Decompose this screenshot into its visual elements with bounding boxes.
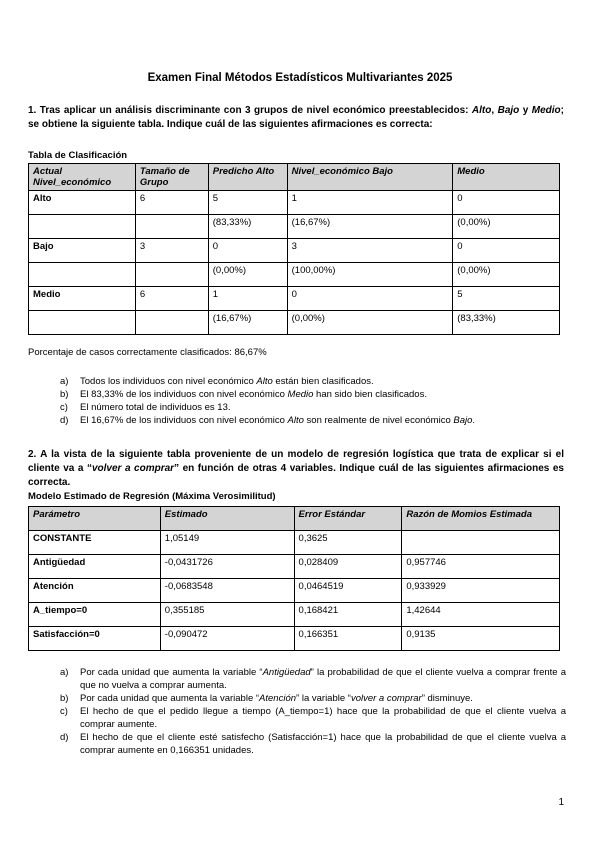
table-cell: (83,33%) bbox=[208, 215, 287, 239]
table-row bbox=[29, 531, 560, 555]
table-cell: 0 bbox=[453, 239, 560, 263]
table-cell: 0,957746 bbox=[402, 555, 560, 579]
table-row bbox=[29, 287, 560, 311]
table-header-row bbox=[29, 507, 560, 531]
table-cell: 1 bbox=[287, 191, 453, 215]
table-row bbox=[29, 263, 560, 287]
question-1-option-d: d) El 16,67% de los individuos con nivel económico Alto son realmente de nivel económico Bajo. bbox=[60, 415, 476, 426]
table-cell: 0,028409 bbox=[294, 555, 402, 579]
table-cell bbox=[29, 311, 136, 335]
table-cell: 6 bbox=[135, 191, 208, 215]
table-cell: 0,168421 bbox=[294, 603, 402, 627]
table-cell: (100,00%) bbox=[287, 263, 453, 287]
question-1-option-c: c) El número total de individuos es 13. bbox=[60, 402, 231, 413]
table-cell: 5 bbox=[208, 191, 287, 215]
header-actual: Actual Nivel_económico bbox=[29, 164, 136, 191]
question-1-options bbox=[60, 375, 566, 427]
question-2-option-c: c) El hecho de que el pedido llegue a tiempo (A_tiempo=1) hace que la probabilidad de que el cliente vuelva a comprar aumente. bbox=[60, 706, 566, 730]
group-medio: Medio bbox=[531, 105, 561, 116]
table-cell: 5 bbox=[453, 287, 560, 311]
question-2-option-a: a) Por cada unidad que aumenta la variable “Antigüedad” la probabilidad de que el cliente vuelva a comprar frente a que no vuelva a comprar aumenta. bbox=[60, 667, 566, 691]
question-1-option-a: a) Todos los individuos con nivel económico Alto están bien clasificados. bbox=[60, 376, 374, 387]
header-parametro: Parámetro bbox=[29, 507, 161, 531]
group-bajo: Bajo bbox=[497, 105, 520, 116]
table-cell bbox=[29, 263, 136, 287]
header-estimado: Estimado bbox=[160, 507, 294, 531]
header-bajo: Nivel_económico Bajo bbox=[287, 164, 453, 191]
table-cell: (16,67%) bbox=[208, 311, 287, 335]
table-row bbox=[29, 311, 560, 335]
question-2-text: A la vista de la siguiente tabla proveniente de un modelo de regresión logística que trata de explicar si el cliente va a “ bbox=[28, 449, 564, 474]
table-cell: 0,3625 bbox=[294, 531, 402, 555]
table-cell bbox=[135, 263, 208, 287]
table-cell: A_tiempo=0 bbox=[29, 603, 161, 627]
header-medio: Medio bbox=[453, 164, 560, 191]
table-cell: -0,0683548 bbox=[160, 579, 294, 603]
table-cell: 0 bbox=[208, 239, 287, 263]
header-razon-momios: Razón de Momios Estimada bbox=[402, 507, 560, 531]
table-cell: Alto bbox=[29, 191, 136, 215]
question-1-option-b: b) El 83,33% de los individuos con nivel económico Medio han sido bien clasificados. bbox=[60, 389, 427, 400]
regression-table-title: Modelo Estimado de Regresión (Máxima Verosimilitud) bbox=[28, 491, 276, 502]
table-row bbox=[29, 239, 560, 263]
table-cell: 0,355185 bbox=[160, 603, 294, 627]
table-cell: 0,933929 bbox=[402, 579, 560, 603]
table-cell bbox=[135, 311, 208, 335]
table-cell: (83,33%) bbox=[453, 311, 560, 335]
table-cell: 0,0464519 bbox=[294, 579, 402, 603]
table-cell: 3 bbox=[135, 239, 208, 263]
question-1-number: 1. bbox=[28, 105, 37, 116]
question-2-option-d: d) El hecho de que el cliente esté satisfecho (Satisfacción=1) hace que la probabilidad de que el cliente vuelva a comprar aumente en 0,166351 unidades. bbox=[60, 732, 566, 756]
table-cell: 1,05149 bbox=[160, 531, 294, 555]
classification-table-title: Tabla de Clasificación bbox=[28, 150, 128, 161]
table-cell: (0,00%) bbox=[208, 263, 287, 287]
table-cell: 0,9135 bbox=[402, 627, 560, 651]
document-title: Examen Final Métodos Estadísticos Multivariantes 2025 bbox=[147, 72, 453, 84]
question-1: 1. Tras aplicar un análisis discriminante con 3 grupos de nivel económico preestablecidos: Alto, Bajo y Medio; se obtiene la siguiente tabla. Indique cuál de las siguientes afirmaciones es correcta: bbox=[28, 105, 564, 130]
table-cell: Medio bbox=[29, 287, 136, 311]
table-cell: (0,00%) bbox=[453, 215, 560, 239]
classification-note: Porcentaje de casos correctamente clasificados: 86,67% bbox=[28, 347, 267, 358]
question-2-options bbox=[60, 666, 566, 757]
table-cell bbox=[29, 215, 136, 239]
header-predicted-alto: Predicho Alto bbox=[208, 164, 287, 191]
question-2: 2. A la vista de la siguiente tabla proveniente de un modelo de regresión logística que trata de explicar si el cliente va a “volver a comprar” en función de otras 4 variables. Indique cuál de las siguientes afirmaciones es correcta. bbox=[28, 449, 564, 488]
table-row bbox=[29, 215, 560, 239]
table-row bbox=[29, 603, 560, 627]
table-cell: -0,0431726 bbox=[160, 555, 294, 579]
table-cell: 0 bbox=[287, 287, 453, 311]
table-cell: 1 bbox=[208, 287, 287, 311]
table-cell: 0 bbox=[453, 191, 560, 215]
group-alto: Alto bbox=[471, 105, 492, 116]
table-cell: Antigüedad bbox=[29, 555, 161, 579]
table-cell: 3 bbox=[287, 239, 453, 263]
table-header-row bbox=[29, 164, 560, 191]
table-cell: (0,00%) bbox=[287, 311, 453, 335]
table-row bbox=[29, 555, 560, 579]
table-cell: 6 bbox=[135, 287, 208, 311]
table-cell: Satisfacción=0 bbox=[29, 627, 161, 651]
page-number: 1 bbox=[558, 797, 564, 808]
header-error-estandar: Error Estándar bbox=[294, 507, 402, 531]
table-cell: 0,166351 bbox=[294, 627, 402, 651]
question-2-number: 2. bbox=[28, 449, 37, 460]
classification-table bbox=[28, 163, 560, 335]
table-cell bbox=[135, 215, 208, 239]
table-cell: CONSTANTE bbox=[29, 531, 161, 555]
table-row bbox=[29, 579, 560, 603]
table-row bbox=[29, 627, 560, 651]
table-cell: (16,67%) bbox=[287, 215, 453, 239]
table-cell: (0,00%) bbox=[453, 263, 560, 287]
table-cell: Bajo bbox=[29, 239, 136, 263]
question-1-text: Tras aplicar un análisis discriminante con 3 grupos de nivel económico preestablecidos: bbox=[39, 105, 472, 116]
table-cell: 1,42644 bbox=[402, 603, 560, 627]
question-2-option-b: b) Por cada unidad que aumenta la variable “Atención” la variable “volver a comprar” disminuye. bbox=[60, 693, 473, 704]
table-cell: Atención bbox=[29, 579, 161, 603]
table-row bbox=[29, 191, 560, 215]
regression-table bbox=[28, 506, 560, 651]
header-group-size: Tamaño de Grupo bbox=[135, 164, 208, 191]
table-cell bbox=[402, 531, 560, 555]
table-cell: -0,090472 bbox=[160, 627, 294, 651]
